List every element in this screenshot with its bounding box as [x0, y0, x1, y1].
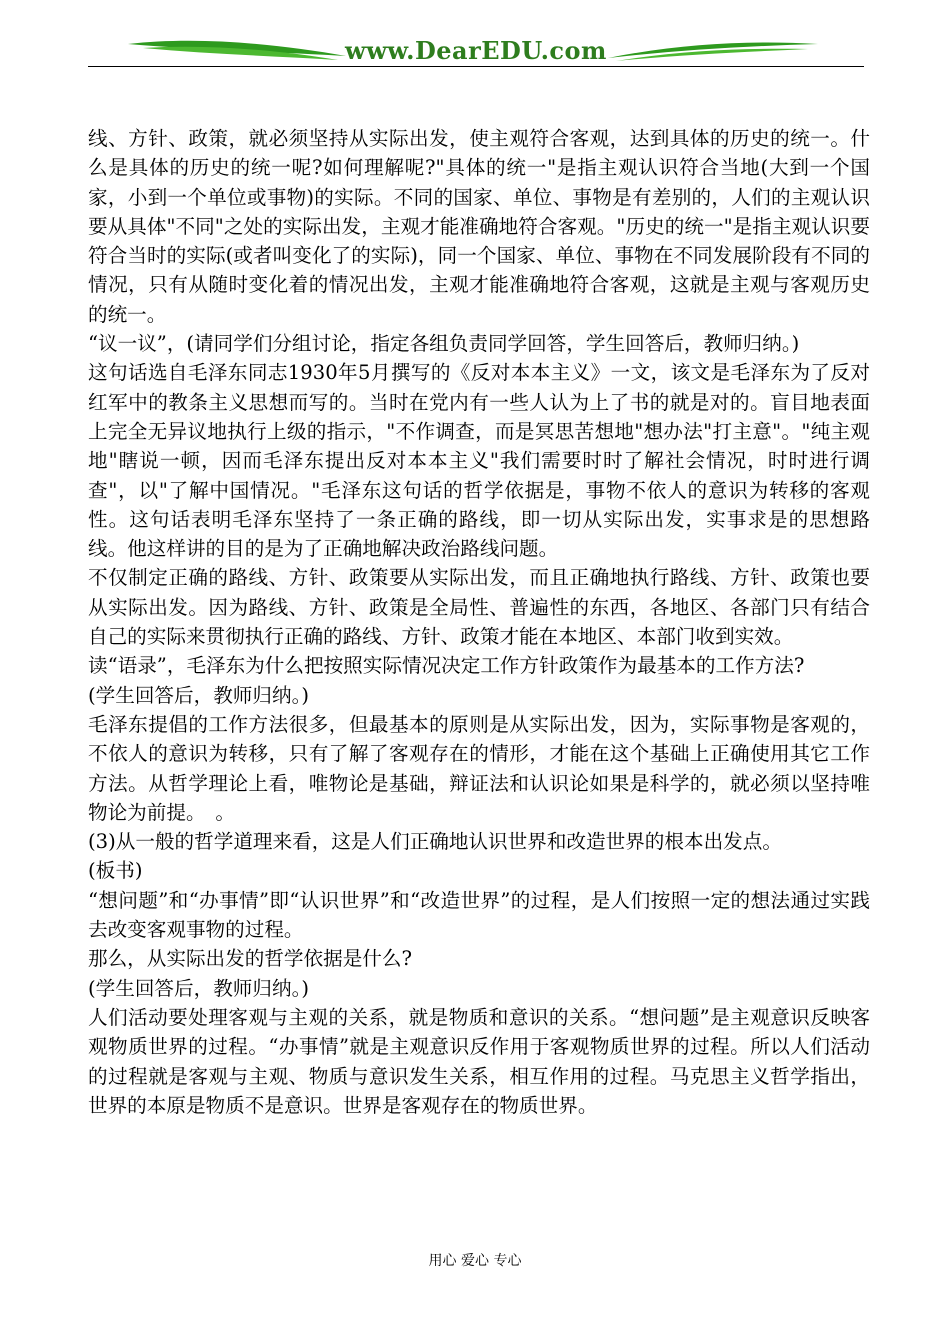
- paragraph: 毛泽东提倡的工作方法很多，但最基本的原则是从实际出发，因为，实际事物是客观的，不依人的意识为转移，只有了解了客观存在的情形，才能在这个基础上正确使用其它工作方法。从哲学理论上看，唯物论是基础，辩证法和认识论如果是科学的，就必须以坚持唯物论为前提。 。: [88, 712, 870, 824]
- paragraph: 这句话选自毛泽东同志1930年5月撰写的《反对本本主义》一文，该文是毛泽东为了反对红军中的教条主义思想而写的。当时在党内有一些人认为上了书的就是对的。盲目地表面上完全无异议地执行上级的指示，"不作调查，而是冥思苦想地"想办法"打主意"。"纯主观地"瞎说一顿，因而毛泽东提出反对本本主义"我们需要时时了解社会情况，时时进行调查"，以"了解中国情况。"毛泽东这句话的哲学依据是，事物不依人的意识为转移的客观性。这句话表明毛泽东坚持了一条正确的路线，即一切从实际出发，实事求是的思想路线。他这样讲的目的是为了正确地解决政治路线问题。: [88, 361, 870, 561]
- document-body: [88, 124, 870, 1120]
- paragraph: “想问题”和“办事情”即“认识世界”和“改造世界”的过程，是人们按照一定的想法通过实践去改变客观事物的过程。: [88, 888, 870, 942]
- paragraph: 不仅制定正确的路线、方针、政策要从实际出发，而且正确地执行路线、方针、政策也要从实际出发。因为路线、方针、政策是全局性、普遍性的东西，各地区、各部门只有结合自己的实际来贯彻执行正确的路线、方针、政策才能在本地区、本部门收到实效。: [88, 566, 870, 649]
- paragraph: “议一议”，(请同学们分组讨论，指定各组负责同学回答，学生回答后，教师归纳。): [88, 332, 800, 356]
- site-logo-text: www.DearEDU.com: [345, 36, 607, 65]
- paragraph: (3)从一般的哲学道理来看，这是人们正确地认识世界和改造世界的根本出发点。: [88, 830, 782, 854]
- paragraph: (板书): [88, 859, 143, 883]
- paragraph: 人们活动要处理客观与主观的关系，就是物质和意识的关系。“想问题”是主观意识反映客观物质世界的过程。“办事情”就是主观意识反作用于客观物质世界的过程。所以人们活动的过程就是客观与主观、物质与意识发生关系，相互作用的过程。马克思主义哲学指出，世界的本原是物质不是意识。世界是客观存在的物质世界。: [88, 1005, 870, 1117]
- paragraph: (学生回答后，教师归纳。): [88, 976, 310, 1000]
- page-header: [88, 30, 864, 74]
- paragraph: 那么，从实际出发的哲学依据是什么?: [88, 947, 413, 971]
- page-footer: 用心 爱心 专心: [428, 1253, 522, 1269]
- header-divider: [88, 66, 864, 67]
- paragraph: 读“语录”，毛泽东为什么把按照实际情况决定工作方针政策作为最基本的工作方法?: [88, 654, 805, 678]
- paragraph: (学生回答后，教师归纳。): [88, 683, 310, 707]
- paragraph: 线、方针、政策，就必须坚持从实际出发，使主观符合客观，达到具体的历史的统一。什么是具体的历史的统一呢?如何理解呢?"具体的统一"是指主观认识符合当地(大到一个国家，小到一个单位或事物)的实际。不同的国家、单位、事物是有差别的，人们的主观认识要从具体"不同"之处的实际出发，主观才能准确地符合客观。"历史的统一"是指主观认识要符合当时的实际(或者叫变化了的实际)，同一个国家、单位、事物在不同发展阶段有不同的情况，只有从随时变化着的情况出发，主观才能准确地符合客观，这就是主观与客观历史的统一。: [88, 127, 870, 326]
